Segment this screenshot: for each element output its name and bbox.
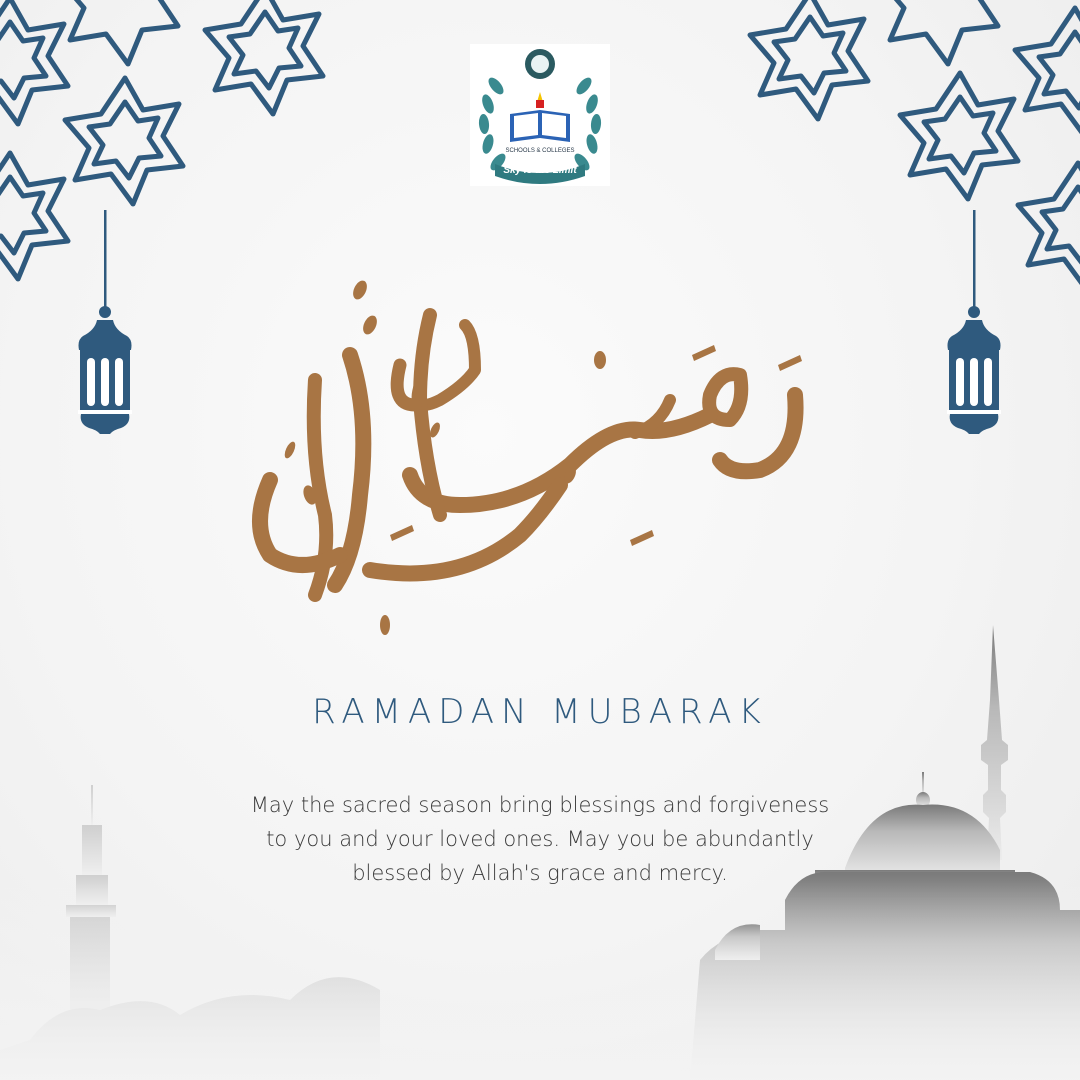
message-line: blessed by Allah's grace and mercy. [352,861,728,885]
logo-tagline: Sky is the Limit [503,165,577,176]
hanging-lantern-icon [947,210,1001,434]
school-logo [470,44,610,186]
message-line: to you and your loved ones. May you be abundantly [266,827,814,851]
ramadan-mubarak-headline: RAMADAN MUBARAK [312,692,768,732]
message-line: May the sacred season bring blessings and forgiveness [250,793,830,817]
greeting-message [230,788,850,890]
logo-subtitle: SCHOOLS & COLLEGES [505,148,575,154]
arabic-calligraphy [240,255,840,655]
hanging-lantern-icon [78,210,132,434]
flame-icon [536,100,544,108]
